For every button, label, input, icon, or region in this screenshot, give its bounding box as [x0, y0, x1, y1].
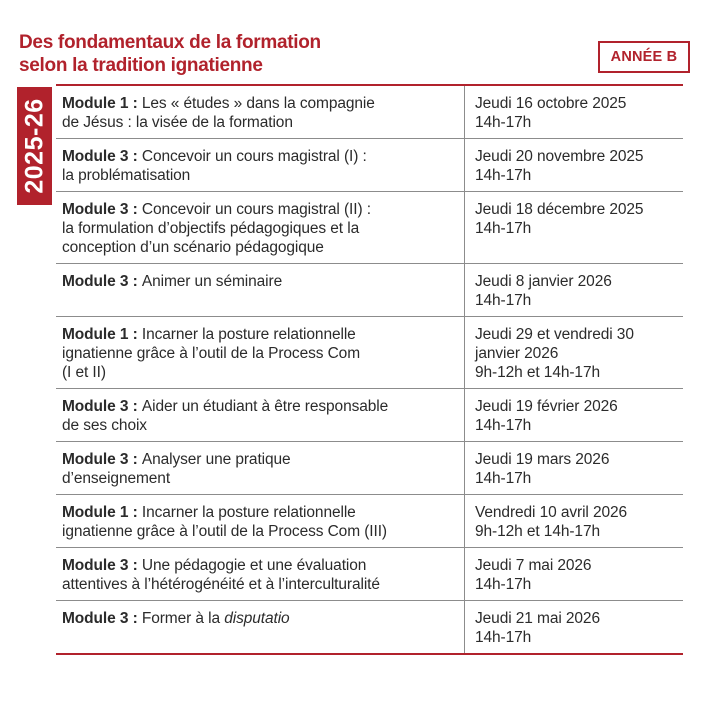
topic-text: Les « études » dans la compagnie — [141, 95, 375, 112]
session-date: janvier 2026 — [475, 345, 559, 362]
table-row — [56, 138, 683, 191]
table-row — [56, 600, 683, 653]
topic-text: ignatienne grâce à l’outil de la Process Com — [62, 345, 361, 362]
schedule-table — [56, 84, 683, 655]
session-time: 14h-17h — [475, 629, 532, 646]
topic-line — [62, 325, 458, 344]
session-time: 14h-17h — [475, 470, 532, 487]
table-row — [56, 494, 683, 547]
session-date: Jeudi 16 octobre 2025 — [475, 95, 627, 112]
topic-text: la formulation d’objectifs pédagogiques et la — [62, 220, 360, 237]
session-date-cell — [464, 495, 683, 547]
session-time: 14h-17h — [475, 292, 532, 309]
topic-line — [62, 147, 458, 166]
topic-line — [62, 575, 458, 594]
session-topic-cell — [56, 192, 464, 263]
topic-text: conception d’un scénario pédagogique — [62, 239, 324, 256]
module-label: Module 3 — [62, 201, 129, 218]
topic-line — [62, 291, 458, 310]
topic-text: Concevoir un cours magistral (II) : — [141, 201, 371, 218]
year-tab-label: 2025-26 — [20, 98, 48, 194]
session-date: Jeudi 21 mai 2026 — [475, 610, 600, 627]
session-date: Jeudi 7 mai 2026 — [475, 557, 592, 574]
page-title — [19, 31, 479, 77]
module-label: Module 3 — [62, 610, 129, 627]
table-row — [56, 191, 683, 263]
module-separator: : — [128, 610, 142, 627]
session-date: Jeudi 8 janvier 2026 — [475, 273, 612, 290]
topic-line — [62, 272, 458, 291]
topic-line — [62, 397, 458, 416]
year-badge: ANNÉE B — [598, 41, 690, 73]
title-line-1: Des fondamentaux de la formation — [19, 32, 321, 53]
topic-line — [62, 522, 458, 541]
topic-line — [62, 416, 458, 435]
year-tab — [17, 87, 52, 205]
topic-text: Animer un séminaire — [141, 273, 283, 290]
session-date-cell — [464, 548, 683, 600]
module-separator: : — [128, 273, 142, 290]
session-date: Jeudi 18 décembre 2025 — [475, 201, 644, 218]
topic-line — [62, 344, 458, 363]
table-row — [56, 441, 683, 494]
module-separator: : — [128, 201, 142, 218]
session-date-cell — [464, 601, 683, 653]
topic-text: Une pédagogie et une évaluation — [141, 557, 367, 574]
session-date: Jeudi 20 novembre 2025 — [475, 148, 644, 165]
session-topic-cell — [56, 317, 464, 388]
topic-text: Aider un étudiant à être responsable — [141, 398, 389, 415]
module-label: Module 3 — [62, 148, 129, 165]
topic-text: Incarner la posture relationnelle — [141, 504, 356, 521]
topic-text: Concevoir un cours magistral (I) : — [141, 148, 367, 165]
session-date-cell — [464, 192, 683, 263]
topic-line — [62, 94, 458, 113]
module-label: Module 1 — [62, 95, 129, 112]
session-date: Vendredi 10 avril 2026 — [475, 504, 628, 521]
module-separator: : — [128, 326, 142, 343]
module-label: Module 3 — [62, 398, 129, 415]
session-date: Jeudi 29 et vendredi 30 — [475, 326, 634, 343]
session-topic-cell — [56, 601, 464, 653]
session-topic-cell — [56, 548, 464, 600]
topic-text: ignatienne grâce à l’outil de la Process Com (III) — [62, 523, 387, 540]
module-label: Module 1 — [62, 504, 129, 521]
topic-text: la problématisation — [62, 167, 191, 184]
session-time: 14h-17h — [475, 114, 532, 131]
session-date-cell — [464, 442, 683, 494]
session-time: 14h-17h — [475, 417, 532, 434]
session-time: 14h-17h — [475, 167, 532, 184]
module-label: Module 1 — [62, 326, 129, 343]
table-row — [56, 388, 683, 441]
session-topic-cell — [56, 139, 464, 191]
session-topic-cell — [56, 86, 464, 138]
topic-text: de Jésus : la visée de la formation — [62, 114, 293, 131]
topic-text: Analyser une pratique — [141, 451, 291, 468]
topic-text: Former à la — [141, 610, 225, 627]
topic-line — [62, 200, 458, 219]
topic-line — [62, 450, 458, 469]
module-label: Module 3 — [62, 557, 129, 574]
session-topic-cell — [56, 442, 464, 494]
topic-line — [62, 166, 458, 185]
module-label: Module 3 — [62, 451, 129, 468]
topic-line — [62, 113, 458, 132]
topic-line — [62, 503, 458, 522]
session-time: 9h-12h et 14h-17h — [475, 523, 600, 540]
topic-line — [62, 238, 458, 257]
session-time: 9h-12h et 14h-17h — [475, 364, 600, 381]
title-line-2: selon la tradition ignatienne — [19, 55, 263, 76]
topic-text: Incarner la posture relationnelle — [141, 326, 356, 343]
session-date-cell — [464, 264, 683, 316]
module-label: Module 3 — [62, 273, 129, 290]
module-separator: : — [128, 504, 142, 521]
session-date-cell — [464, 86, 683, 138]
session-time: 14h-17h — [475, 576, 532, 593]
topic-text: (I et II) — [62, 364, 106, 381]
module-separator: : — [128, 148, 142, 165]
topic-line — [62, 556, 458, 575]
session-date: Jeudi 19 février 2026 — [475, 398, 618, 415]
session-topic-cell — [56, 495, 464, 547]
topic-line — [62, 469, 458, 488]
table-row — [56, 263, 683, 316]
module-separator: : — [128, 451, 142, 468]
session-date: Jeudi 19 mars 2026 — [475, 451, 610, 468]
session-date-cell — [464, 317, 683, 388]
table-row — [56, 547, 683, 600]
topic-line — [62, 363, 458, 382]
session-date-cell — [464, 389, 683, 441]
topic-text: de ses choix — [62, 417, 147, 434]
module-separator: : — [128, 557, 142, 574]
table-row — [56, 316, 683, 388]
session-topic-cell — [56, 264, 464, 316]
session-date-cell — [464, 139, 683, 191]
topic-italic: disputatio — [224, 610, 290, 627]
module-separator: : — [128, 398, 142, 415]
topic-line — [62, 219, 458, 238]
table-row — [56, 86, 683, 138]
topic-line — [62, 628, 458, 647]
module-separator: : — [128, 95, 142, 112]
topic-line — [62, 609, 458, 628]
topic-text: attentives à l’hétérogénéité et à l’interculturalité — [62, 576, 380, 593]
session-time: 14h-17h — [475, 220, 532, 237]
topic-text: d’enseignement — [62, 470, 171, 487]
session-topic-cell — [56, 389, 464, 441]
